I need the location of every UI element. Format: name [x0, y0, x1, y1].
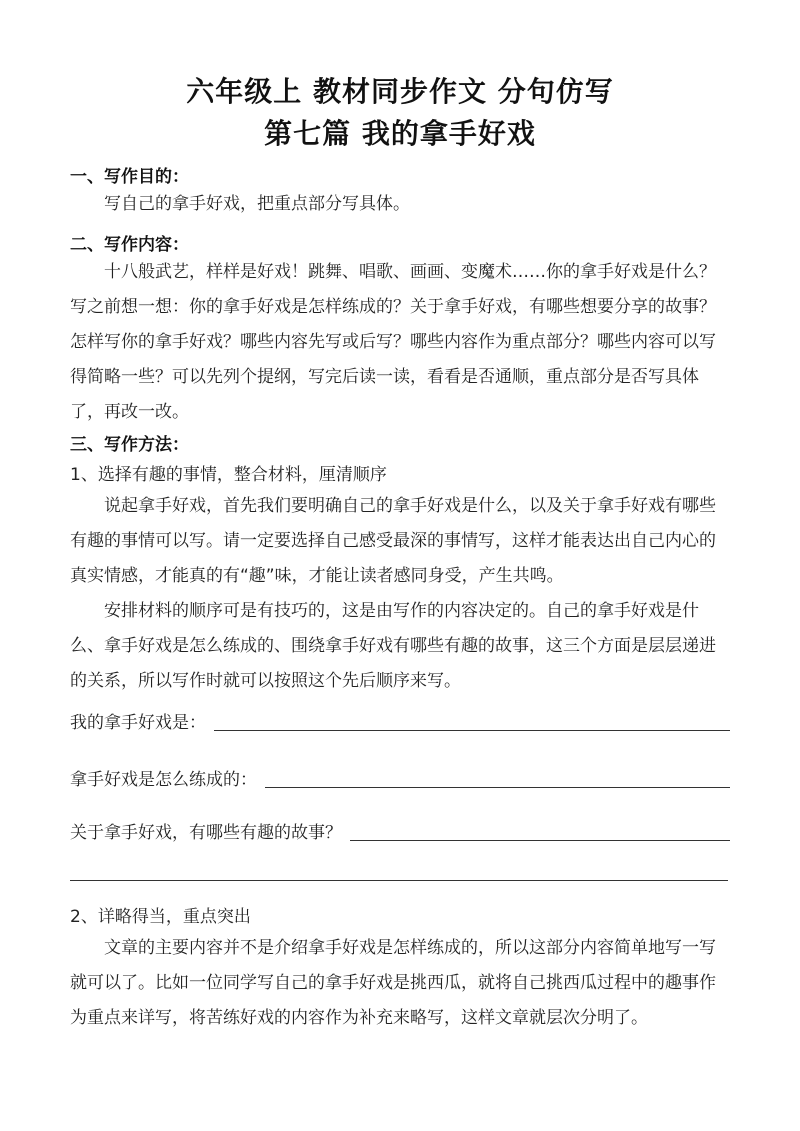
- section-heading-content: 二、写作内容：: [70, 235, 189, 255]
- fill-in-prompt-3: 关于拿手好戏，有哪些有趣的故事？: [70, 823, 342, 843]
- fill-in-prompt-2: 拿手好戏是怎么练成的：: [70, 770, 257, 790]
- paragraph-purpose: 写自己的拿手好戏，把重点部分写具体。: [104, 194, 410, 214]
- answer-line-2[interactable]: [265, 786, 730, 788]
- paragraph-content: 十八般武艺，样样是好戏！跳舞、唱歌、画画、变魔术……你的拿手好戏是什么？写之前想一想：你的拿手好戏是怎样练成的？关于拿手好戏，有哪些想要分享的故事？怎样写你的拿手好戏？哪些内容先写或后写？哪些内容作为重点部分？哪些内容可以写得简略一些？可以先列个提纲，写完后读一读，看看是否通顺，重点部分是否写具体了，再改一改。: [70, 262, 716, 422]
- fill-in-row-1: [70, 705, 730, 733]
- section-heading-method: 三、写作方法：: [70, 435, 189, 455]
- method-2-title: 2、详略得当，重点突出: [70, 907, 251, 927]
- fill-in-prompt-1: 我的拿手好戏是：: [70, 713, 206, 733]
- method-1-paragraph-1: 说起拿手好戏，首先我们要明确自己的拿手好戏是什么，以及关于拿手好戏有哪些有趣的事情可以写。请一定要选择自己感受最深的事情写，这样才能表达出自己内心的真实情感，才能真的有“趣”味，才能让读者感同身受，产生共鸣。: [70, 496, 716, 586]
- page-title: 六年级上 教材同步作文 分句仿写: [186, 75, 614, 108]
- method-1-paragraph-2: 安排材料的顺序可是有技巧的，这是由写作的内容决定的。自己的拿手好戏是什么、拿手好戏是怎么练成的、围绕拿手好戏有哪些有趣的故事，这三个方面是层层递进的关系，所以写作时就可以按照这个先后顺序来写。: [70, 601, 716, 691]
- answer-line-1[interactable]: [214, 729, 730, 731]
- fill-in-row-3: [70, 815, 730, 843]
- answer-line-4[interactable]: [70, 880, 728, 881]
- method-1-title: 1、选择有趣的事情，整合材料，厘清顺序: [70, 465, 387, 485]
- answer-line-3[interactable]: [350, 839, 730, 841]
- method-2-paragraph: 文章的主要内容并不是介绍拿手好戏是怎样练成的，所以这部分内容简单地写一写就可以了。比如一位同学写自己的拿手好戏是挑西瓜，就将自己挑西瓜过程中的趣事作为重点来详写，将苦练好戏的内容作为补充来略写，这样文章就层次分明了。: [70, 938, 716, 1028]
- fill-in-row-2: [70, 762, 730, 790]
- section-heading-purpose: 一、写作目的：: [70, 167, 189, 187]
- page-subtitle: 第七篇 我的拿手好戏: [264, 117, 536, 150]
